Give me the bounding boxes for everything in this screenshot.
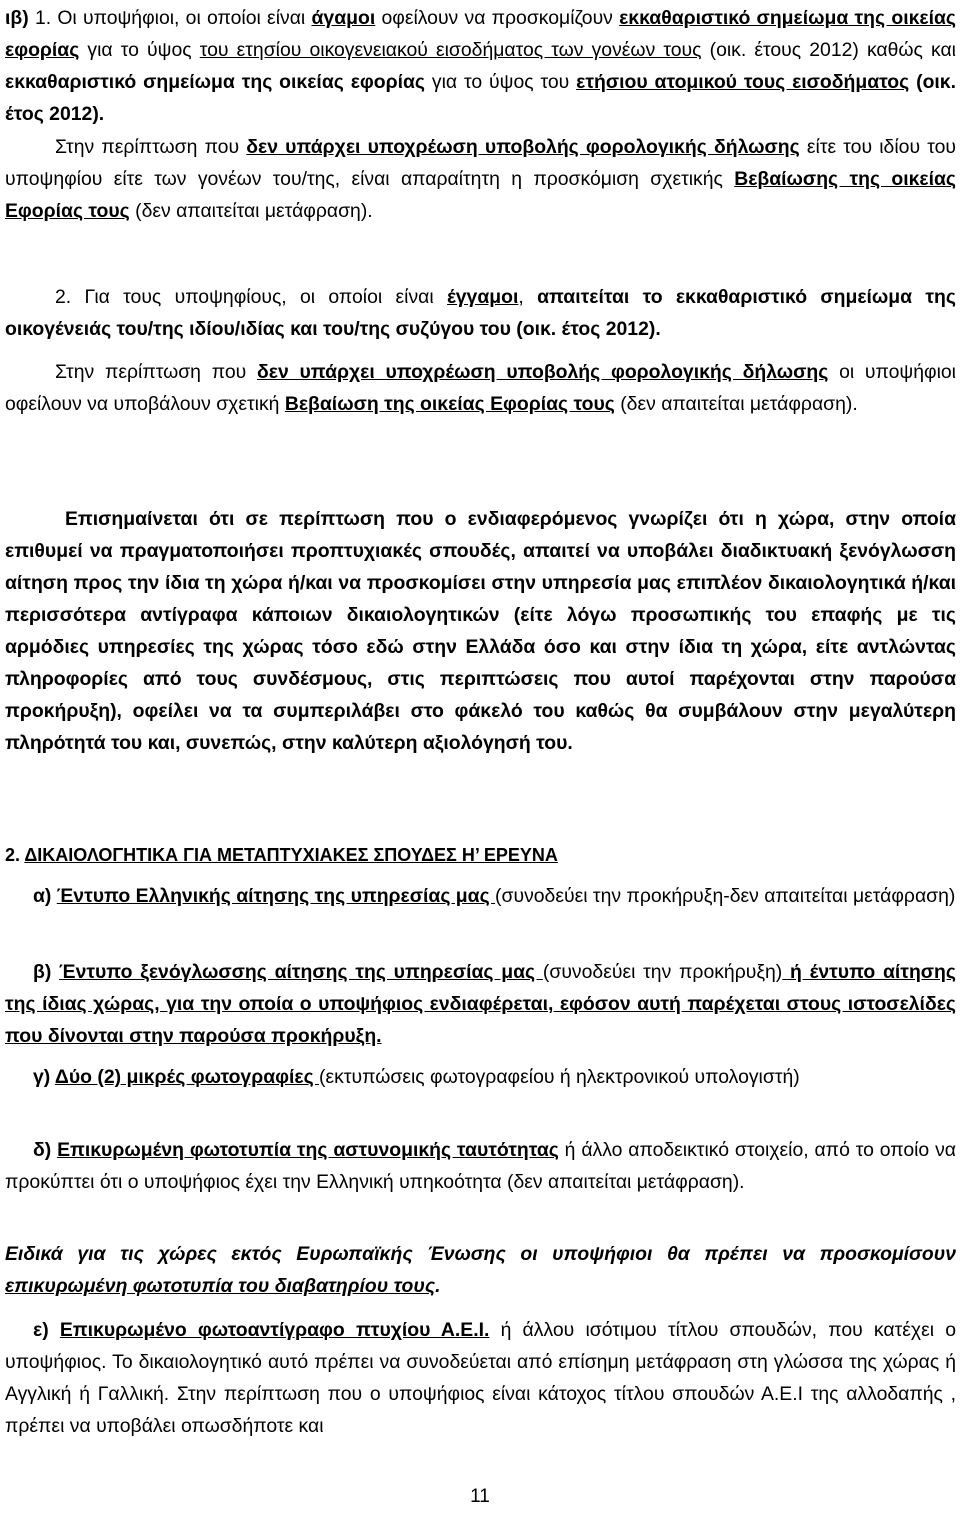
text-run: Βεβαίωσης της οικείας Εφορίας τους bbox=[5, 168, 956, 222]
text-run: εκκαθαριστικό σημείωμα της οικείας εφορίας bbox=[5, 71, 426, 93]
text-run: δεν υπάρχει υποχρέωση υποβολής φορολογικής δήλωσης bbox=[246, 136, 800, 158]
text-run: επικυρωμένη φωτοτυπία του διαβατηρίου τους bbox=[5, 1275, 436, 1297]
text-run: ε) bbox=[33, 1319, 60, 1341]
text-run: Βεβαίωση της οικείας Εφορίας τους bbox=[284, 393, 615, 415]
text-run: Στην περίπτωση που bbox=[55, 361, 257, 383]
section-heading-postgraduate bbox=[5, 839, 956, 871]
paragraph-notice bbox=[5, 503, 956, 759]
text-run: έγγαμοι bbox=[447, 286, 519, 308]
text-run: ή άλλου ισότιμου τίτλου σπουδών, που κατέχει ο υποψήφιος. Το δικαιολογητικό αυτό πρέπει να συνοδεύεται από επίσημη μετάφραση στη γλώσσα της χώρας ή Αγγλική ή Γαλλική. Στην περίπτωση που ο υποψήφιος είναι κάτοχος τίτλου σπουδών Α.Ε.Ι της αλλοδαπής , πρέπει να υποβάλει οπωσδήποτε και bbox=[5, 1319, 956, 1437]
item-e-degree-copy bbox=[5, 1314, 956, 1442]
item-d-id-copy bbox=[5, 1134, 956, 1198]
text-run: εκκαθαριστικό σημείωμα της οικείας εφορίας bbox=[5, 7, 956, 61]
item-a-greek-application bbox=[5, 880, 956, 912]
text-run: (οικ. έτους 2012) καθώς και bbox=[701, 39, 956, 61]
text-run: (συνοδεύει την προκήρυξη-δεν απαιτείται μετάφραση) bbox=[495, 885, 956, 907]
text-run: οι υποψήφιοι οφείλουν να υποβάλουν σχετική bbox=[5, 361, 956, 415]
text-run: Ειδικά για τις χώρες εκτός Ευρωπαϊκής Ένωσης οι υποψήφιοι θα πρέπει να προσκομίσουν bbox=[5, 1243, 956, 1265]
text-run: οφείλουν να προσκομίζουν bbox=[375, 7, 620, 29]
text-run: 2. Για τους υποψηφίους, οι οποίοι είναι bbox=[55, 286, 448, 308]
text-run: 1. Οι υποψήφιοι, οι οποίοι είναι bbox=[34, 7, 312, 29]
text-run: είτε του ιδίου του υποψηφίου είτε των γονέων του/της, είναι απαραίτητη η προσκόμιση σχετικής bbox=[5, 136, 956, 190]
text-run: δ) bbox=[33, 1139, 58, 1161]
text-run: (δεν απαιτείται μετάφραση). bbox=[614, 393, 858, 415]
text-run: β) bbox=[33, 961, 60, 983]
text-run: ή έντυπο αίτησης της ίδιας χώρας, για την οποία ο υποψήφιος ενδιαφέρεται, εφόσον αυτή παρέχεται στους ιστοσελίδες που δίνονται στην παρούσα προκήρυξη. bbox=[5, 961, 956, 1047]
page-number: 11 bbox=[470, 1486, 490, 1507]
text-run: δεν υπάρχει υποχρέωση υποβολής φορολογικής δήλωσης bbox=[256, 361, 829, 383]
text-run: Έντυπο Ελληνικής αίτησης της υπηρεσίας μας bbox=[56, 885, 496, 907]
text-run: ή άλλο αποδεικτικό στοιχείο, από το οποίο να προκύπτει ότι ο υποψήφιος έχει την Ελληνική υπηκοότητα (δεν απαιτείται μετάφραση). bbox=[5, 1139, 956, 1193]
text-run: Δύο (2) μικρές φωτογραφίες bbox=[54, 1066, 320, 1088]
text-run: (οικ. έτος 2012). bbox=[5, 71, 956, 125]
text-run: απαιτείται το εκκαθαριστικό σημείωμα της οικογένειάς του/της ιδίου/ιδίας και του/της συζύγου του (οικ. έτος 2012). bbox=[5, 286, 956, 340]
text-run: του ετησίου οικογενειακού εισοδήματος των γονέων τους bbox=[199, 39, 702, 61]
text-run: Επισημαίνεται ότι σε περίπτωση που ο ενδιαφερόμενος γνωρίζει ότι η χώρα, στην οποία επιθυμεί να πραγματοποιήσει προπτυχιακές σπουδές, απαιτεί να υποβάλει διαδικτυακή ξενόγλωσση αίτηση προς την ίδια τη χώρα ή/και να προσκομίσει στην υπηρεσία μας επιπλέον δικαιολογητικά ή/και περισσότερα αντίγραφα κάποιων δικαιολογητικών (είτε λόγω προσωπικής του επαφής με τις αρμόδιες υπηρεσίες της χώρας τόσο εδώ στην Ελλάδα όσο και στην ίδια τη χώρα, είτε αντλώντας πληροφορίες από τους συνδέσμους, στις περιπτώσεις που αυτοί παρέχονται στην παρούσα προκήρυξη), οφείλει να τα συμπεριλάβει στο φάκελό του καθώς θα συμβάλουν στην μεγαλύτερη πληρότητά του και, συνεπώς, στην καλύτερη αξιολόγησή του. bbox=[5, 508, 956, 754]
text-run: ετήσιου ατομικού τους εισοδήματος bbox=[576, 71, 910, 93]
paragraph-passport-note bbox=[5, 1238, 956, 1302]
text-run: ιβ) bbox=[5, 7, 35, 29]
text-run: (συνοδεύει την προκήρυξη) bbox=[542, 961, 783, 983]
text-run: , bbox=[518, 286, 538, 308]
text-run: Στην περίπτωση που bbox=[55, 136, 247, 158]
paragraph-no-tax-obligation-2 bbox=[5, 356, 956, 420]
text-run: Επικυρωμένο φωτοαντίγραφο πτυχίου Α.Ε.Ι. bbox=[59, 1319, 490, 1341]
text-run: (δεν απαιτείται μετάφραση). bbox=[129, 200, 373, 222]
text-run: άγαμοι bbox=[311, 7, 376, 29]
text-run: (εκτυπώσεις φωτογραφείου ή ηλεκτρονικού υπολογιστή) bbox=[319, 1066, 800, 1088]
item-b-foreign-application bbox=[5, 956, 956, 1052]
paragraph-married-candidates bbox=[5, 281, 956, 345]
text-run: Έντυπο ξενόγλωσσης αίτησης της υπηρεσίας μας bbox=[59, 961, 543, 983]
text-run: για το ύψος bbox=[79, 39, 200, 61]
text-run: Επικυρωμένη φωτοτυπία της αστυνομικής ταυτότητας bbox=[57, 1139, 559, 1161]
paragraph-unmarried-candidates bbox=[5, 2, 956, 130]
paragraph-no-tax-obligation-1 bbox=[5, 131, 956, 227]
text-run: α) bbox=[33, 885, 57, 907]
text-run: 2. bbox=[5, 845, 25, 865]
text-run: ΔΙΚΑΙΟΛΟΓΗΤΙΚΑ ΓΙΑ ΜΕΤΑΠΤΥΧΙΑΚΕΣ ΣΠΟΥΔΕΣ Η’ ΕΡΕΥΝΑ bbox=[24, 845, 558, 865]
text-run: γ) bbox=[33, 1066, 55, 1088]
item-c-photographs bbox=[5, 1061, 956, 1093]
text-run: για το ύψος του bbox=[425, 71, 577, 93]
text-run: . bbox=[435, 1275, 441, 1297]
